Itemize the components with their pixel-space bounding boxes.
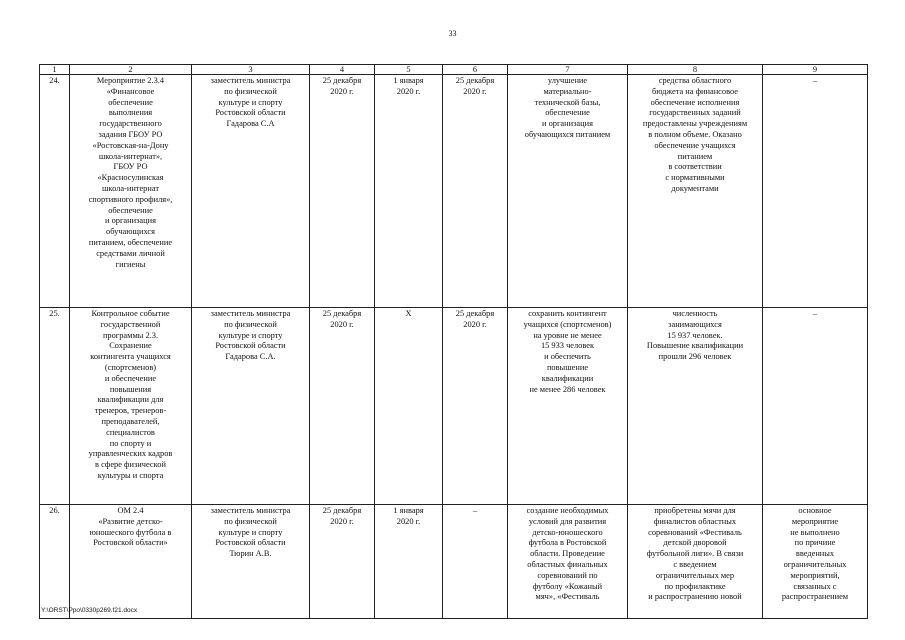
- expected-result-cell: улучшение материально- технической базы, обеспечение и организация обучающихся питанием: [508, 75, 628, 308]
- header-row: [40, 65, 868, 75]
- header-cell: 9: [763, 65, 868, 75]
- end-date-cell: –: [443, 505, 508, 619]
- expected-result-cell: создание необходимых условий для развития детско-юношеского футбола в Ростовской области. Проведение областных финальных соревнований по футболу «Кожаный мяч», «Фестиваль: [508, 505, 628, 619]
- header-cell: 3: [192, 65, 310, 75]
- header-cell: 5: [375, 65, 443, 75]
- header-cell: 6: [443, 65, 508, 75]
- header-cell: 2: [70, 65, 192, 75]
- header-cell: 1: [40, 65, 70, 75]
- responsible-cell: заместитель министра по физической культуре и спорту Ростовской области Тюрин А.В.: [192, 505, 310, 619]
- start-date-cell: 1 января 2020 г.: [375, 505, 443, 619]
- row-number: 26.: [40, 505, 70, 619]
- row-number: 25.: [40, 308, 70, 505]
- reasons-cell: –: [763, 75, 868, 308]
- actual-result-cell: средства областного бюджета на финансовое обеспечение исполнения государственных заданий предоставлены учреждениям в полном объеме. Оказано обеспечение учащихся питанием в соответствии с нормативными документами: [628, 75, 763, 308]
- activity-cell: Мероприятие 2.3.4 «Финансовое обеспечение выполнения государственного задания ГБОУ РО «Ростовская-на-Дону школа-интернат», ГБОУ РО «Красносулинская школа-интернат спортивного профиля», обеспечение и организация обучающихся питанием, обеспечение средствами личной гигиены: [70, 75, 192, 308]
- header-cell: 7: [508, 65, 628, 75]
- table-row: [40, 75, 868, 308]
- table-row: [40, 308, 868, 505]
- start-date-cell: 1 января 2020 г.: [375, 75, 443, 308]
- end-date-cell: 25 декабря 2020 г.: [443, 308, 508, 505]
- activity-cell: ОМ 2.4 «Развитие детско- юношеского футбола в Ростовской области»: [70, 505, 192, 619]
- actual-result-cell: приобретены мячи для финалистов областных соревнований «Фестиваль детской дворовой футбольной лиги». В связи с введением ограничительных мер по профилактике и распространению новой: [628, 505, 763, 619]
- report-table: [39, 64, 868, 619]
- file-path-footer: Y:\ORST\Ppo\0330p269.f21.docx: [41, 607, 138, 614]
- plan-date-cell: 25 декабря 2020 г.: [310, 505, 375, 619]
- plan-date-cell: 25 декабря 2020 г.: [310, 75, 375, 308]
- activity-cell: Контрольное событие государственной программы 2.3. Сохранение контингента учащихся (спортсменов) и обеспечение повышения квалификации для тренеров, тренеров- преподавателей, специалистов по спорту и управленческих кадров в сфере физической культуры и спорта: [70, 308, 192, 505]
- responsible-cell: заместитель министра по физической культуре и спорту Ростовской области Гадарова С.А: [192, 75, 310, 308]
- expected-result-cell: сохранить контингент учащихся (спортсменов) на уровне не менее 15 933 человек и обеспечить повышение квалификации не менее 286 человек: [508, 308, 628, 505]
- reasons-cell: –: [763, 308, 868, 505]
- table-row: [40, 505, 868, 619]
- plan-date-cell: 25 декабря 2020 г.: [310, 308, 375, 505]
- header-cell: 4: [310, 65, 375, 75]
- row-number: 24.: [40, 75, 70, 308]
- page-number: 33: [448, 29, 457, 38]
- responsible-cell: заместитель министра по физической культуре и спорту Ростовской области Гадарова С.А.: [192, 308, 310, 505]
- reasons-cell: основное мероприятие не выполнено по причине введенных ограничительных мероприятий, связанных с распространением: [763, 505, 868, 619]
- actual-result-cell: численность занимающихся 15 937 человек. Повышение квалификации прошли 296 человек: [628, 308, 763, 505]
- header-cell: 8: [628, 65, 763, 75]
- end-date-cell: 25 декабря 2020 г.: [443, 75, 508, 308]
- start-date-cell: Х: [375, 308, 443, 505]
